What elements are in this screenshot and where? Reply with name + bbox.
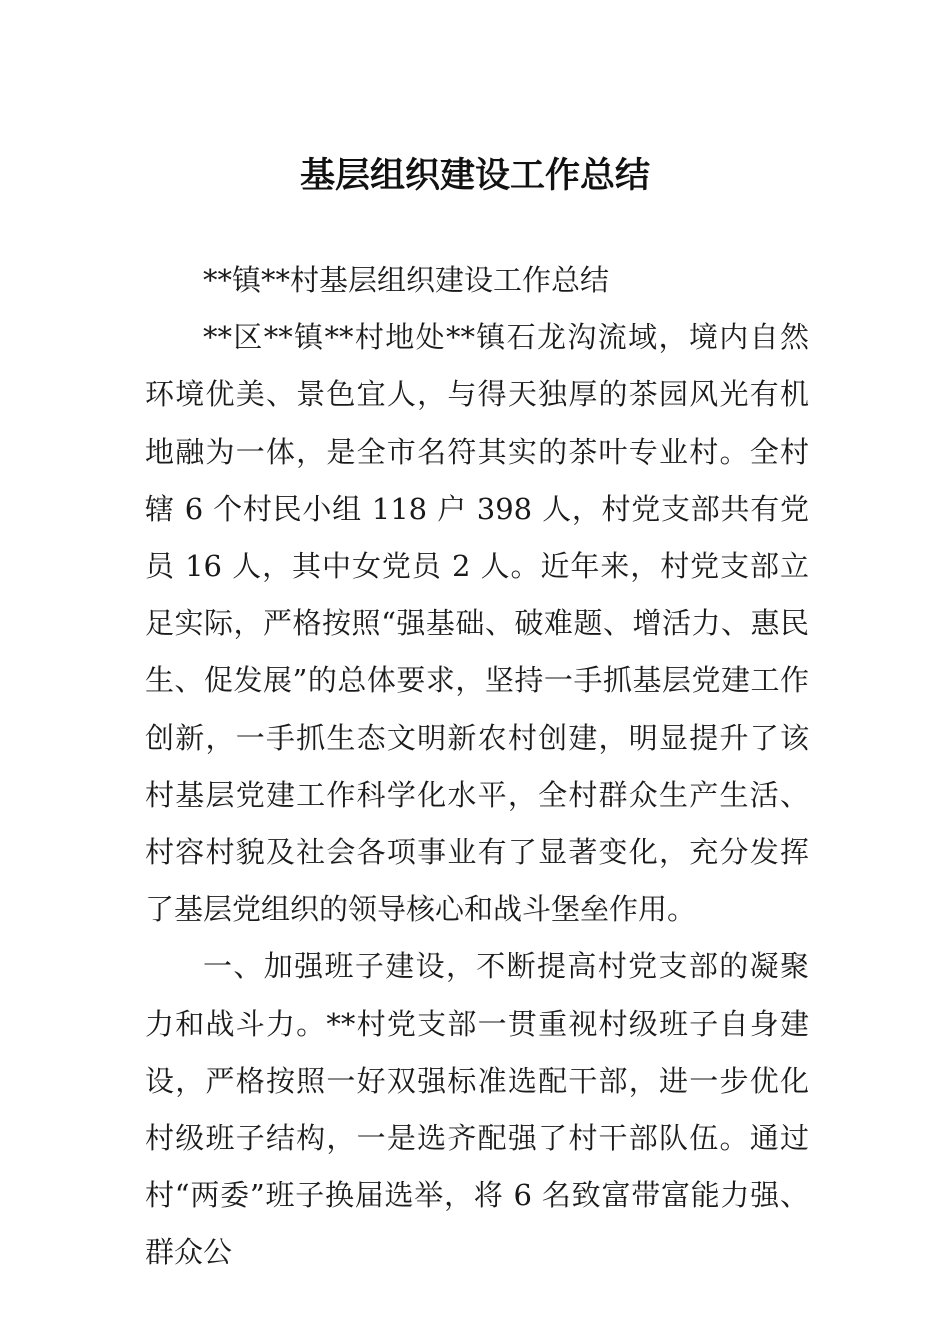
body-paragraph: 一、加强班子建设，不断提高村党支部的凝聚力和战斗力。**村党支部一贯重视村级班子自身建设，严格按照一好双强标准选配干部，进一步优化村级班子结构，一是选齐配强了村干部队伍。通过村“两委”班子换届选举，将 6 名致富带富能力强、群众公 (145, 949, 809, 1270)
subtitle-paragraph: **镇**村基层组织建设工作总结 (203, 263, 610, 297)
document-body (145, 252, 809, 1282)
body-paragraph: **区**镇**村地处**镇石龙沟流域，境内自然环境优美、景色宜人，与得天独厚的茶园风光有机地融为一体，是全市名符其实的茶叶专业村。全村辖 6 个村民小组 118 户 398 人，村党支部共有党员 16 人，其中女党员 2 人。近年来，村党支部立足实际，严格按照“强基础、破难题、增活力、惠民生、促发展”的总体要求，坚持一手抓基层党建工作创新，一手抓生态文明新农村创建，明显提升了该村基层党建工作科学化水平，全村群众生产生活、村容村貌及社会各项事业有了显著变化，充分发挥了基层党组织的领导核心和战斗堡垒作用。 (145, 320, 809, 927)
document-title: 基层组织建设工作总结 (299, 156, 650, 197)
